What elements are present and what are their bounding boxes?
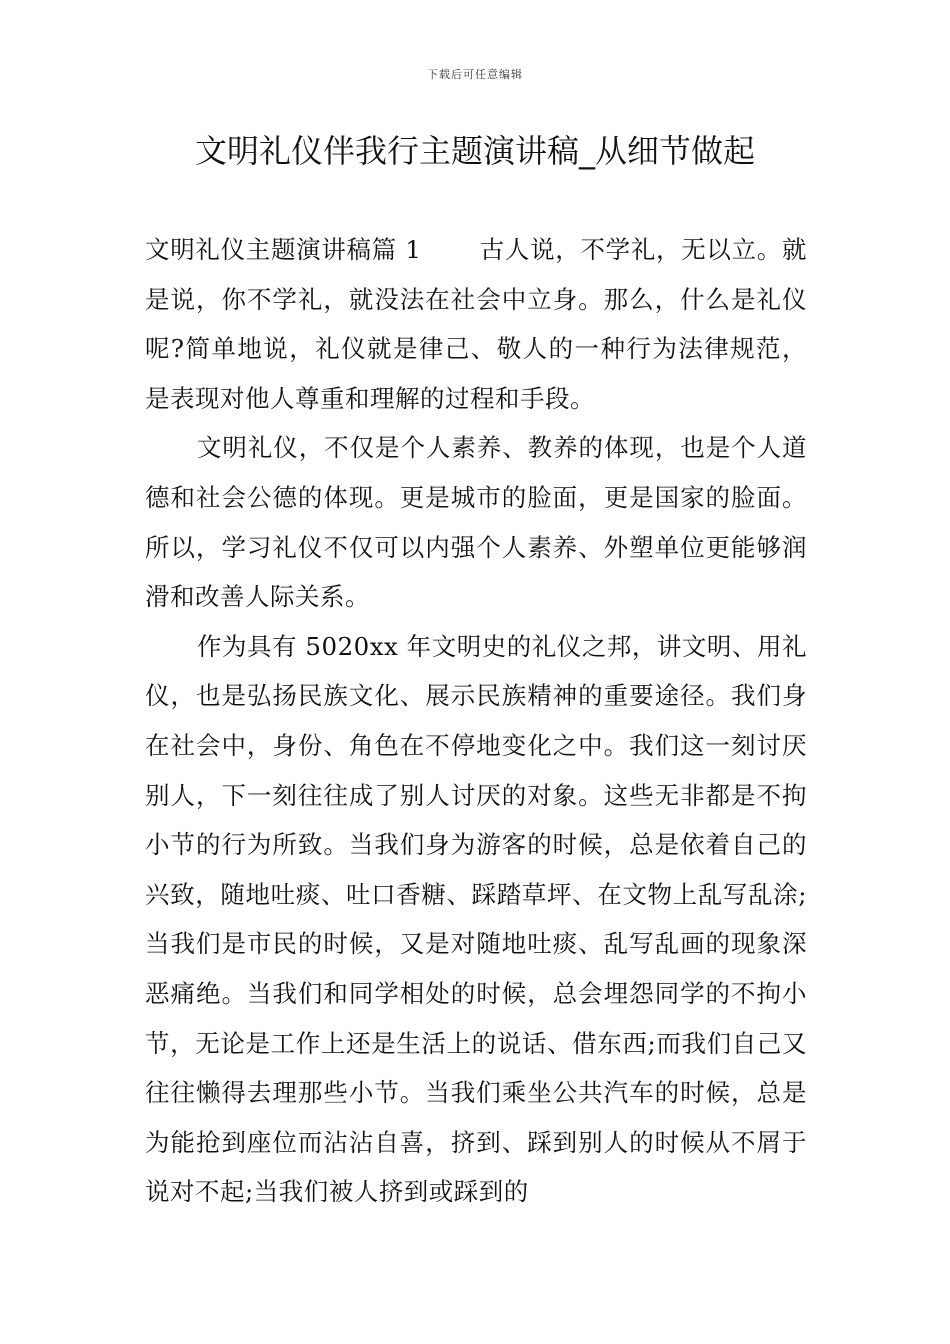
paragraph-2: 文明礼仪，不仅是个人素养、教养的体现，也是个人道德和社会公德的体现。更是城市的脸面，更是国家的脸面。所以，学习礼仪不仅可以内强个人素养、外塑单位更能够润滑和改善人际关系。 <box>145 433 807 612</box>
paragraph-1 <box>145 225 807 423</box>
header-note: 下载后可任意编辑 <box>427 68 523 81</box>
paragraph-3: 作为具有 5020xx 年文明史的礼仪之邦，讲文明、用礼仪，也是弘扬民族文化、展示民族精神的重要途径。我们身在社会中，身份、角色在不停地变化之中。我们这一刻讨厌别人，下一刻往往成了别人讨厌的对象。这些无非都是不拘小节的行为所致。当我们身为游客的时候，总是依着自己的兴致，随地吐痰、吐口香糖、踩踏草坪、在文物上乱写乱涂;当我们是市民的时候，又是对随地吐痰、乱写乱画的现象深恶痛绝。当我们和同学相处的时候，总会埋怨同学的不拘小节，无论是工作上还是生活上的说话、借东西;而我们自己又往往懒得去理那些小节。当我们乘坐公共汽车的时候，总是为能抢到座位而沾沾自喜，挤到、踩到别人的时候从不屑于说对不起;当我们被人挤到或踩到的 <box>145 631 807 1207</box>
section-label: 文明礼仪主题演讲稿篇 1 <box>145 235 422 264</box>
paragraph-1-text: 古人说，不学礼，无以立。就是说，你不学礼，就没法在社会中立身。那么，什么是礼仪呢?简单地说，礼仪就是律己、敬人的一种行为法律规范，是表现对他人尊重和理解的过程和手段。 <box>145 235 808 413</box>
document-body <box>145 225 807 1217</box>
document-title: 文明礼仪伴我行主题演讲稿_从细节做起 <box>194 132 755 170</box>
